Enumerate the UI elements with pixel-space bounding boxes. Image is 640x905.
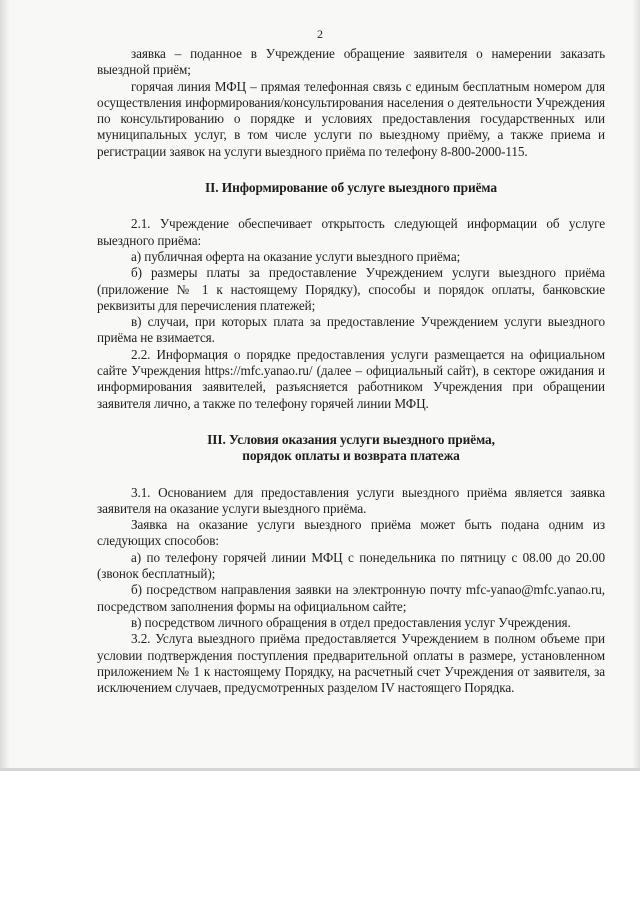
paragraph-3-1-b: б) посредством направления заявки на электронную почту mfc-yanao@mfc.yanao.ru, посредством заполнения формы на официальном сайте; — [97, 582, 605, 614]
paragraph-3-2: 3.2. Услуга выездного приёма предоставляется Учреждением в полном объеме при условии подтверждения поступления предварительной оплаты в размере, установленном приложением № 1 к настоящему Порядку, на расчетный счет Учреждения от заявителя, за исключением случаев, предусмотренных разделом IV настоящего Порядка. — [97, 631, 605, 696]
spacer — [97, 196, 605, 216]
section-3-heading-line-1: III. Условия оказания услуги выездного приёма, — [207, 431, 495, 447]
paragraph-3-1-c: в) посредством личного обращения в отдел предоставления услуг Учреждения. — [131, 614, 571, 630]
paragraph-2-1: 2.1. Учреждение обеспечивает открытость следующей информации об услуге выездного приёма: — [97, 216, 605, 248]
paragraph-2-2: 2.2. Информация о порядке предоставления услуги размещается на официальном сайте Учреждения https://mfc.yanao.ru/ (далее – официальный сайт), в секторе ожидания и информирования заявителей, разъясняется работником Учреждения при обращении заявителя лично, а также по телефону горячей линии МФЦ. — [97, 346, 605, 411]
paragraph-3-1: 3.1. Основанием для предоставления услуги выездного приёма является заявка заявителя на оказание услуги выездного приёма. — [97, 484, 605, 516]
section-2-heading: II. Информирование об услуге выездного приёма — [205, 180, 497, 196]
spacer — [97, 412, 605, 432]
paragraph-3-1-a: а) по телефону горячей линии МФЦ с понедельника по пятницу с 08.00 до 20.00 (звонок бесплатный); — [97, 549, 605, 582]
paragraph-2-1-a: а) публичная оферта на оказание услуги выездного приёма; — [131, 248, 461, 264]
paragraph-hotline-definition: горячая линия МФЦ – прямая телефонная связь с единым бесплатным номером для осуществления информирования/консультирования населения о деятельности Учреждения по консультированию о порядке и условиях предоставления государственных или муниципальных услуг, в том числе услуги по выездному приёму, а также приема и регистрации заявок на услуги выездного приёма по телефону 8-800-2000-115. — [97, 78, 605, 159]
document-body — [97, 46, 605, 696]
paragraph-application-definition: заявка – поданное в Учреждение обращение заявителя о намерении заказать выездной приём; — [97, 46, 605, 78]
blank-area — [0, 771, 640, 905]
page-number: 2 — [317, 27, 323, 41]
spacer — [97, 465, 605, 485]
spacer — [97, 160, 605, 180]
paragraph-3-1-methods: Заявка на оказание услуги выездного приёма может быть подана одним из следующих способов: — [97, 517, 605, 549]
paragraph-2-1-c: в) случаи, при которых плата за предоставление Учреждением услуги выездного приёма не взимается. — [97, 314, 605, 346]
paragraph-2-1-b: б) размеры платы за предоставление Учреждением услуги выездного приёма (приложение № 1 к настоящему Порядку), способы и порядок оплаты, банковские реквизиты для перечисления платежей; — [97, 265, 605, 313]
section-3-heading-line-2: порядок оплаты и возврата платежа — [242, 448, 460, 464]
